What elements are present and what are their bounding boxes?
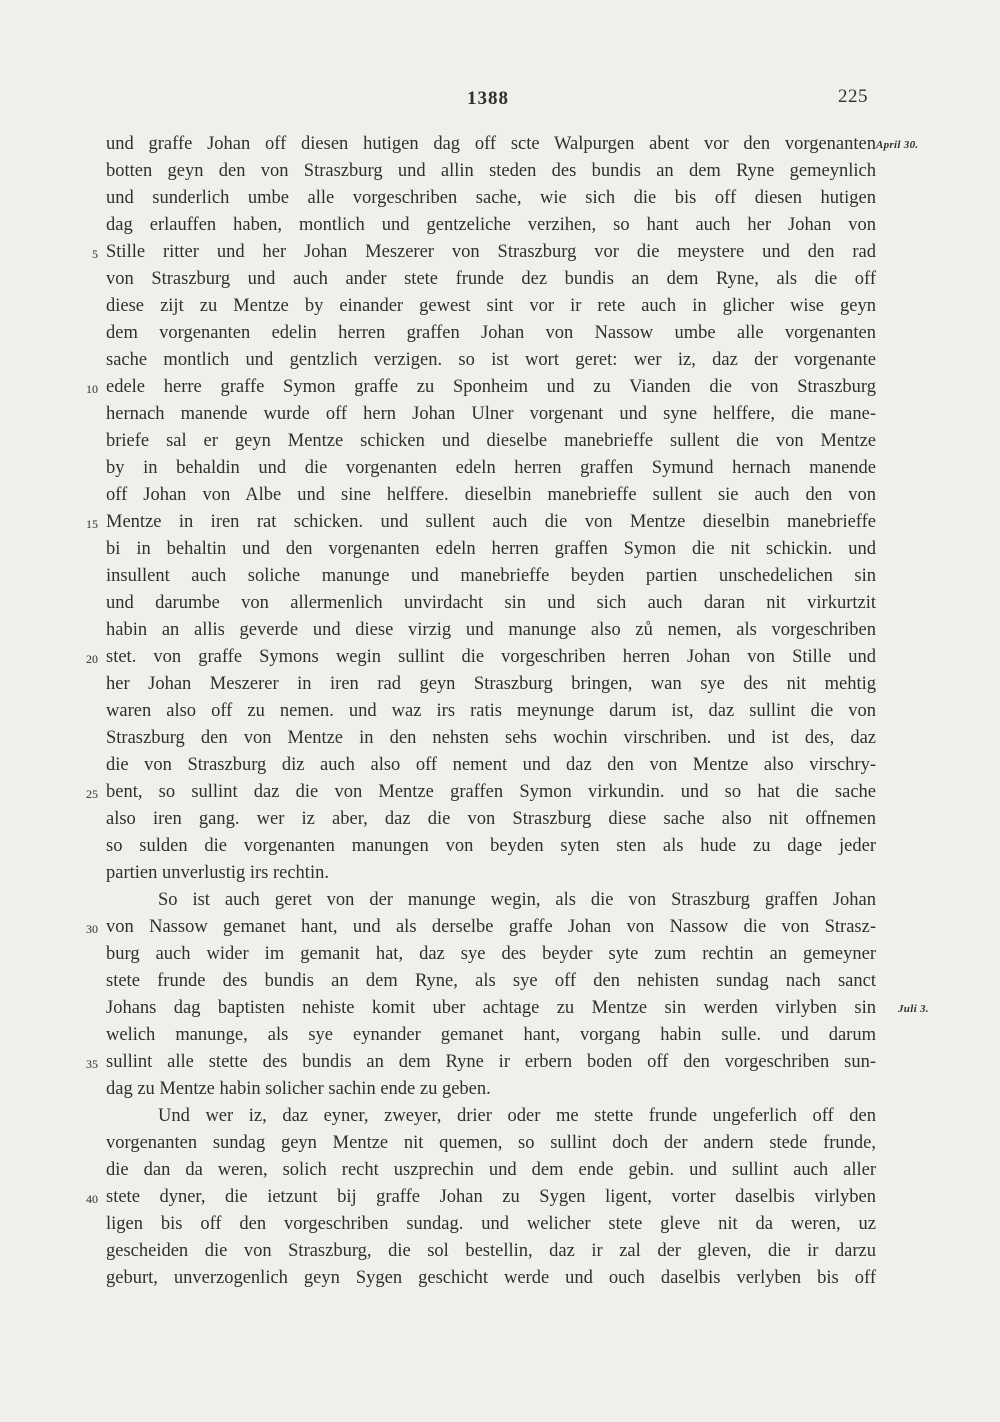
line-text: partien unverlustig irs rechtin.	[106, 863, 329, 883]
text-line	[0, 212, 1000, 238]
line-text: briefe sal er geyn Mentze schicken und dieselbe manebrieffe sullent die von Mentze	[106, 431, 876, 451]
line-text: und sunderlich umbe alle vorgeschriben sache, wie sich die bis off diesen hutigen	[106, 188, 876, 208]
line-text: bent, so sullint daz die von Mentze graffen Symon virkundin. und so hat die sache	[106, 782, 876, 802]
line-text: So ist auch geret von der manunge wegin, als die von Straszburg graffen Johan	[158, 890, 876, 910]
text-line	[0, 725, 1000, 751]
line-text: ligen bis off den vorgeschriben sundag. und welicher stete gleve nit da weren, uz	[106, 1214, 876, 1234]
line-number: 20	[86, 652, 98, 666]
text-line	[0, 590, 1000, 616]
page-number: 225	[838, 86, 868, 107]
line-text: her Johan Meszerer in iren rad geyn Straszburg bringen, wan sye des nit mehtig	[106, 674, 876, 694]
line-text: dem vorgenanten edelin herren graffen Johan von Nassow umbe alle vorgenanten	[106, 323, 876, 343]
line-text: die dan da weren, solich recht uszprechin und dem ende gebin. und sullint auch aller	[106, 1160, 876, 1180]
line-text: stete frunde des bundis an dem Ryne, als sye off den nehisten sundag nach sanct	[106, 971, 876, 991]
text-line	[0, 1130, 1000, 1156]
line-text: welich manunge, als sye eynander gemanet hant, vorgang habin sulle. und darum	[106, 1025, 876, 1045]
marginal-date-note: April 30.	[876, 139, 919, 151]
line-text: burg auch wider im gemanit hat, daz sye des beyder syte zum rechtin an gemeyner	[106, 944, 876, 964]
text-line	[0, 968, 1000, 994]
line-text: botten geyn den von Straszburg und allin steden des bundis an dem Ryne gemeynlich	[106, 161, 876, 181]
text-line	[0, 1184, 1000, 1210]
line-text: sullint alle stette des bundis an dem Ryne ir erbern boden off den vorgeschriben sun-	[106, 1052, 876, 1072]
text-line	[0, 131, 1000, 157]
text-line	[0, 698, 1000, 724]
line-text: gescheiden die von Straszburg, die sol bestellin, daz ir zal der gleven, die ir darzu	[106, 1241, 876, 1261]
line-text: sache montlich und gentzlich verzigen. so ist wort geret: wer iz, daz der vorgenante	[106, 350, 876, 370]
line-text: also iren gang. wer iz aber, daz die von Straszburg diese sache also nit offnemen	[106, 809, 876, 829]
text-line	[0, 887, 1000, 913]
line-text: Stille ritter und her Johan Meszerer von Straszburg vor die meystere und den rad	[106, 242, 876, 262]
text-line	[0, 239, 1000, 265]
page-header-year: 1388	[467, 88, 509, 109]
marginal-date-note: Juli 3.	[898, 1003, 929, 1015]
line-text: Und wer iz, daz eyner, zweyer, drier oder me stette frunde ungeferlich off den	[158, 1106, 876, 1126]
text-line	[0, 644, 1000, 670]
text-line	[0, 563, 1000, 589]
line-text: by in behaldin und die vorgenanten edeln herren graffen Symund hernach manende	[106, 458, 876, 478]
line-text: habin an allis geverde und diese virzig und manunge also zů nemen, als vorgeschriben	[106, 620, 876, 640]
line-text: von Nassow gemanet hant, und als derselbe graffe Johan von Nassow die von Strasz-	[106, 917, 876, 937]
line-text: edele herre graffe Symon graffe zu Sponheim und zu Vianden die von Straszburg	[106, 377, 876, 397]
line-text: off Johan von Albe und sine helffere. dieselbin manebrieffe sullent sie auch den von	[106, 485, 876, 505]
line-text: und darumbe von allermenlich unvirdacht sin und sich auch daran nit virkurtzit	[106, 593, 876, 613]
text-line	[0, 1157, 1000, 1183]
text-line	[0, 293, 1000, 319]
text-line	[0, 617, 1000, 643]
text-line	[0, 806, 1000, 832]
line-number: 35	[86, 1057, 98, 1071]
text-line	[0, 482, 1000, 508]
line-text: stet. von graffe Symons wegin sullint die vorgeschriben herren Johan von Stille und	[106, 647, 876, 667]
line-number: 40	[86, 1192, 98, 1206]
line-text: Johans dag baptisten nehiste komit uber achtage zu Mentze sin werden virlyben sin	[106, 998, 876, 1018]
text-line	[0, 914, 1000, 940]
text-line	[0, 779, 1000, 805]
line-text: dag zu Mentze habin solicher sachin ende zu geben.	[106, 1079, 491, 1099]
line-text: geburt, unverzogenlich geyn Sygen geschicht werde und ouch daselbis verlyben bis off	[106, 1268, 876, 1288]
line-text: Straszburg den von Mentze in den nehsten sehs wochin virschriben. und ist des, daz	[106, 728, 876, 748]
text-line	[0, 374, 1000, 400]
line-text: von Straszburg und auch ander stete frunde dez bundis an dem Ryne, als die off	[106, 269, 876, 289]
text-line	[0, 1265, 1000, 1291]
line-text: bi in behaltin und den vorgenanten edeln herren graffen Symon die nit schickin. und	[106, 539, 876, 559]
line-text: so sulden die vorgenanten manungen von beyden syten sten als hude zu dage jeder	[106, 836, 876, 856]
text-line	[0, 1076, 1000, 1102]
line-number: 25	[86, 787, 98, 801]
line-number: 30	[86, 922, 98, 936]
text-line	[0, 320, 1000, 346]
line-number: 5	[92, 247, 98, 261]
text-line	[0, 428, 1000, 454]
line-text: die von Straszburg diz auch also off nement und daz den von Mentze also virschry-	[106, 755, 876, 775]
text-line	[0, 860, 1000, 886]
text-line	[0, 995, 1000, 1021]
text-line	[0, 158, 1000, 184]
line-text: diese zijt zu Mentze by einander gewest sint vor ir rete auch in glicher wise geyn	[106, 296, 876, 316]
text-line	[0, 1103, 1000, 1129]
text-line	[0, 752, 1000, 778]
text-line	[0, 1022, 1000, 1048]
line-text: insullent auch soliche manunge und manebrieffe beyden partien unschedelichen sin	[106, 566, 876, 586]
line-text: dag erlauffen haben, montlich und gentzeliche verzihen, so hant auch her Johan von	[106, 215, 876, 235]
text-line	[0, 833, 1000, 859]
line-number: 15	[86, 517, 98, 531]
text-line	[0, 536, 1000, 562]
text-line	[0, 1211, 1000, 1237]
line-text: stete dyner, die ietzunt bij graffe Johan zu Sygen ligent, vorter daselbis virlyben	[106, 1187, 876, 1207]
line-text: hernach manende wurde off hern Johan Ulner vorgenant und syne helffere, die mane-	[106, 404, 876, 424]
line-text: Mentze in iren rat schicken. und sullent auch die von Mentze dieselbin manebrieffe	[106, 512, 876, 532]
text-line	[0, 509, 1000, 535]
line-text: und graffe Johan off diesen hutigen dag off scte Walpurgen abent vor den vorgenanten	[106, 134, 876, 154]
text-line	[0, 941, 1000, 967]
text-line	[0, 1049, 1000, 1075]
line-text: vorgenanten sundag geyn Mentze nit quemen, so sullint doch der andern stede frunde,	[106, 1133, 876, 1153]
text-line	[0, 185, 1000, 211]
line-number: 10	[86, 382, 98, 396]
line-text: waren also off zu nemen. und waz irs ratis meynunge darum ist, daz sullint die von	[106, 701, 876, 721]
text-line	[0, 347, 1000, 373]
text-line	[0, 671, 1000, 697]
text-line	[0, 455, 1000, 481]
text-line	[0, 266, 1000, 292]
text-line	[0, 401, 1000, 427]
text-line	[0, 1238, 1000, 1264]
